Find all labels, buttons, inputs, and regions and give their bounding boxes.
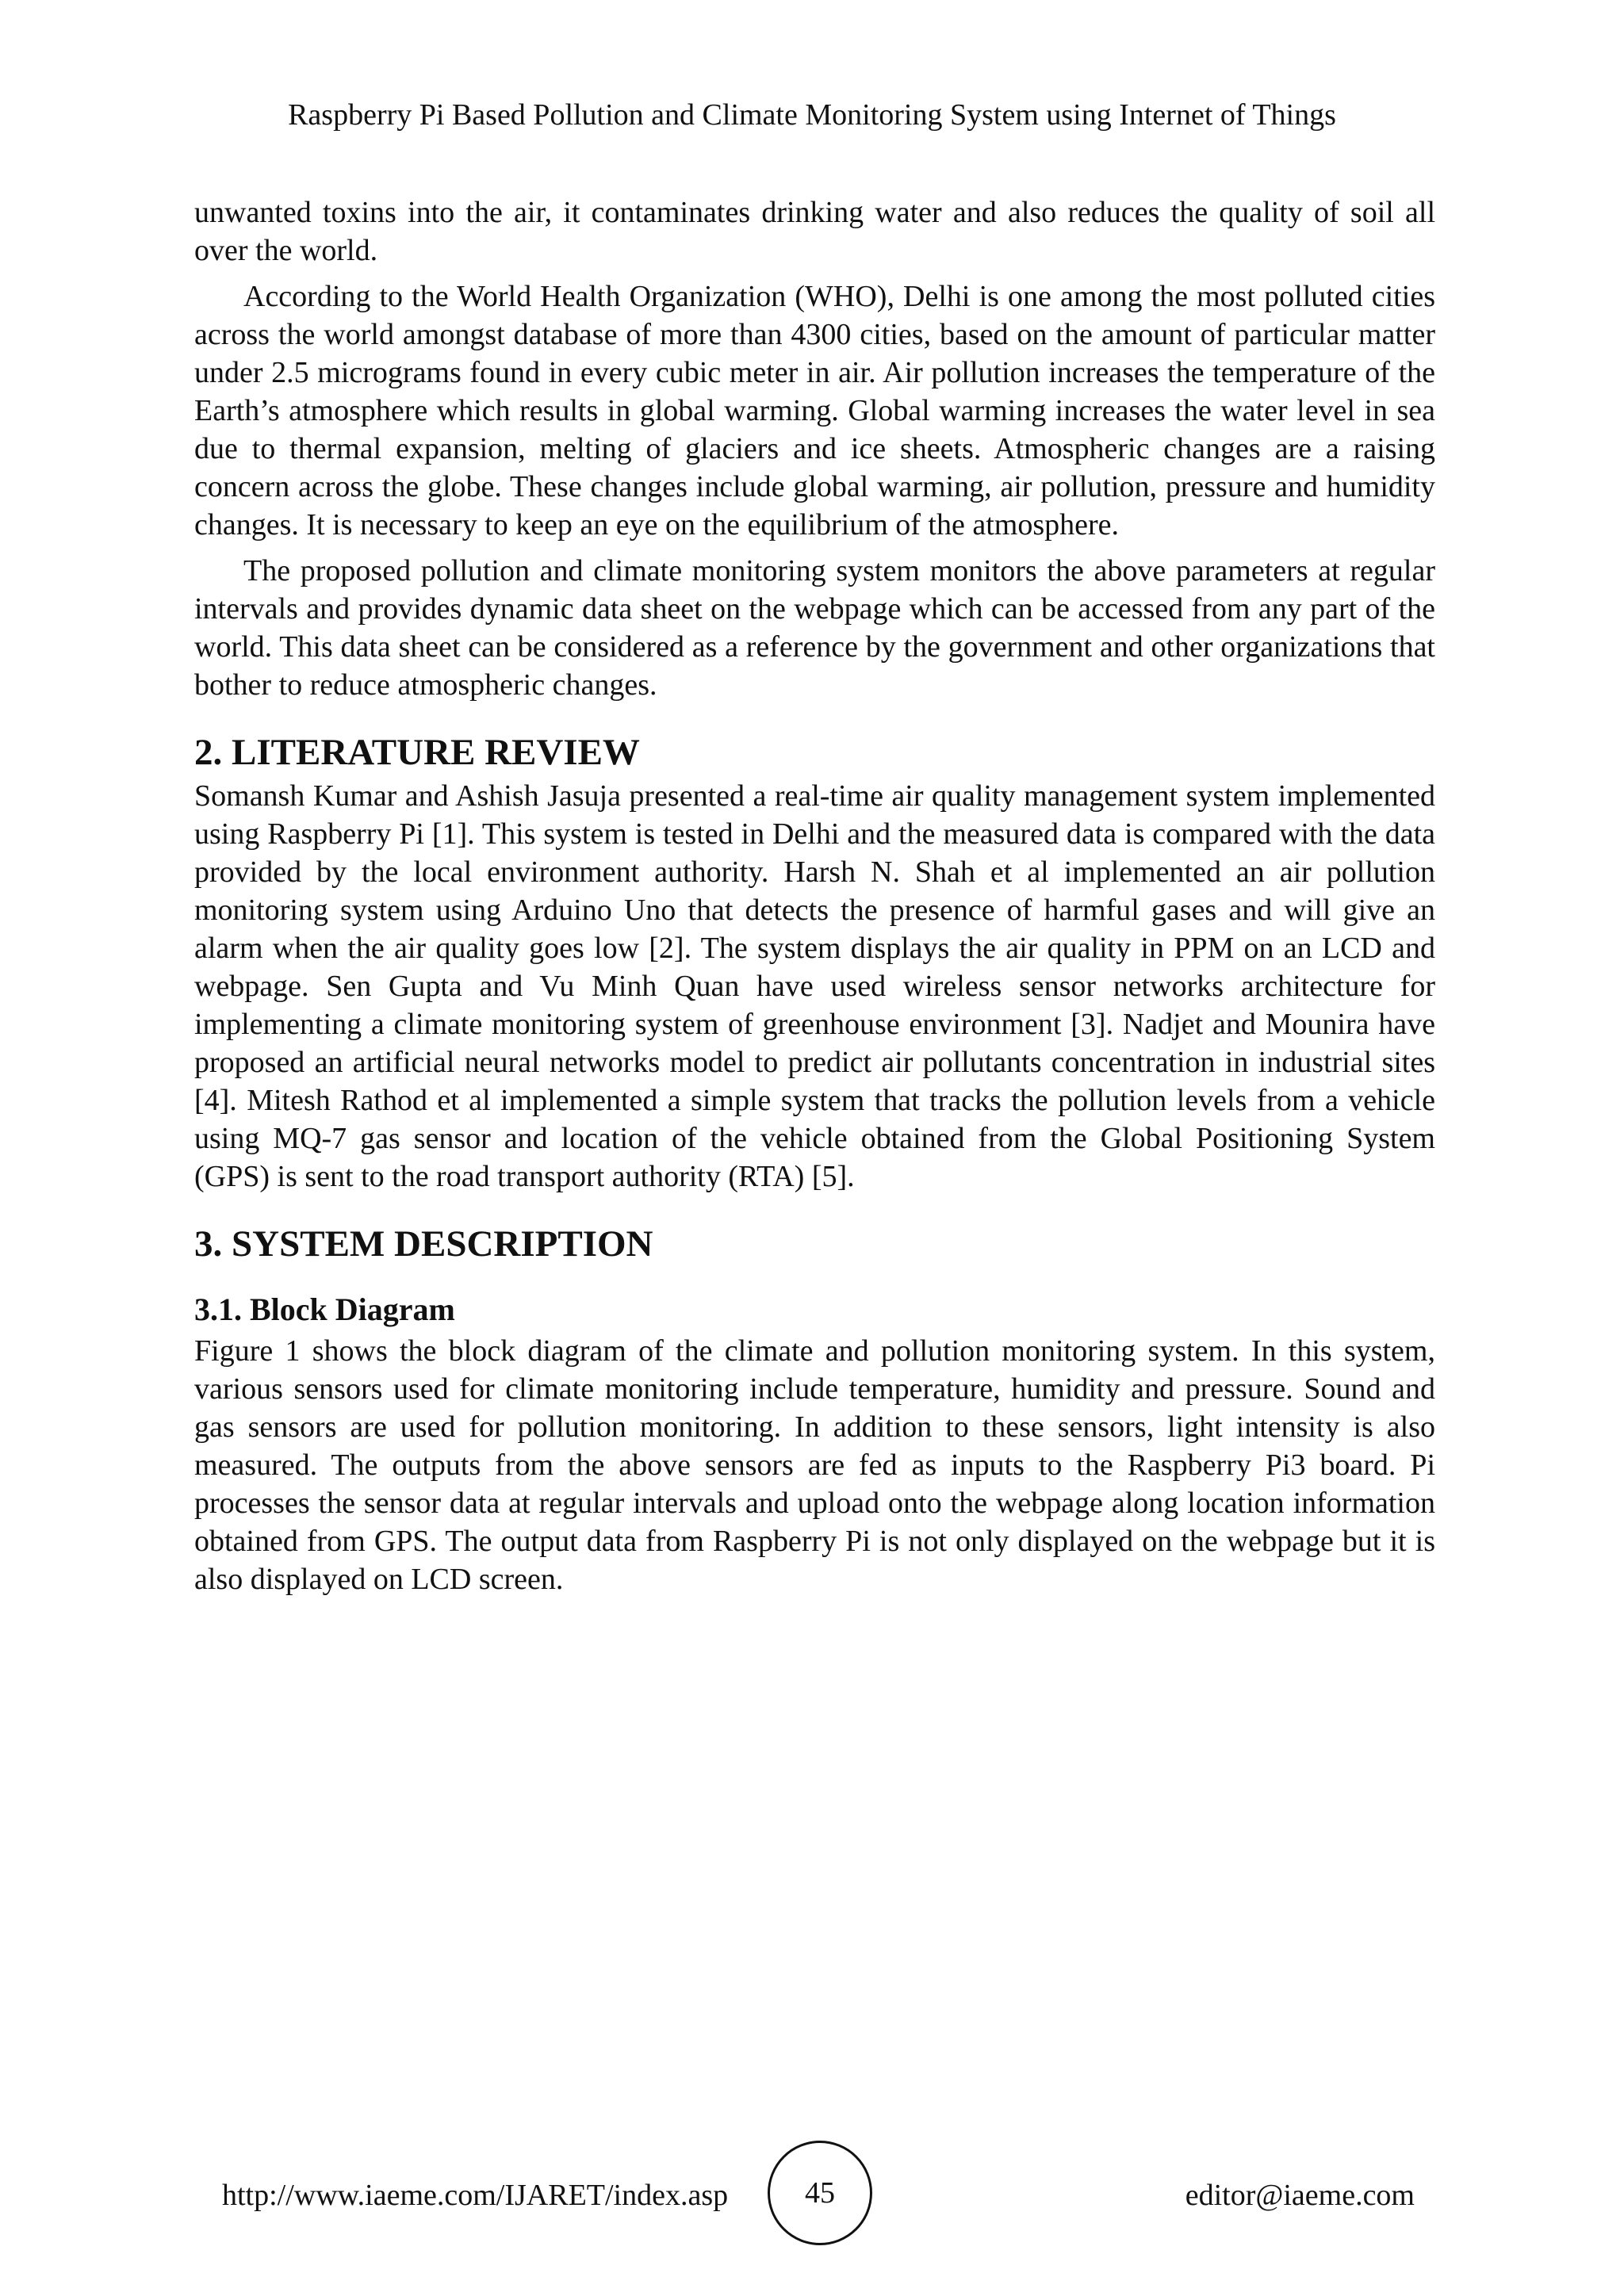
- paragraph-block-diagram: Figure 1 shows the block diagram of the climate and pollution monitoring system. In this system, various sensors used for climate monitoring include temperature, humidity and pressure. Sound and gas sensors are used for pollution monitoring. In addition to these sensors, light intensity is also measured. The outputs from the above sensors are fed as inputs to the Raspberry Pi3 board. Pi processes the sensor data at regular intervals and upload onto the webpage along location information obtained from GPS. The output data from Raspberry Pi is not only displayed on the webpage but it is also displayed on LCD screen.: [194, 1334, 1435, 1596]
- paragraph-intro-continuation: unwanted toxins into the air, it contaminates drinking water and also reduces the quality of soil all over the world.: [194, 196, 1435, 267]
- paragraph-literature-review: Somansh Kumar and Ashish Jasuja presented a real-time air quality management system implemented using Raspberry Pi [1]. This system is tested in Delhi and the measured data is compared with the data provided by the local environment authority. Harsh N. Shah et al implemented an air pollution monitoring system using Arduino Uno that detects the presence of harmful gases and will give an alarm when the air quality goes low [2]. The system displays the air quality in PPM on an LCD and webpage. Sen Gupta and Vu Minh Quan have used wireless sensor networks architecture for implementing a climate monitoring system of greenhouse environment [3]. Nadjet and Mounira have proposed an artificial neural networks model to predict air pollutants concentration in industrial sites [4]. Mitesh Rathod et al implemented a simple system that tracks the pollution levels from a vehicle using MQ-7 gas sensor and location of the vehicle obtained from the Global Positioning System (GPS) is sent to the road transport authority (RTA) [5].: [194, 779, 1435, 1193]
- section-heading-system-description: 3. SYSTEM DESCRIPTION: [194, 1223, 653, 1265]
- footer-email-link[interactable]: editor@iaeme.com: [1185, 2179, 1415, 2212]
- page-body: [194, 193, 1435, 1598]
- page-number: 45: [805, 2176, 835, 2210]
- footer-url-link[interactable]: http://www.iaeme.com/IJARET/index.asp: [222, 2179, 729, 2212]
- running-header-title: Raspberry Pi Based Pollution and Climate Monitoring System using Internet of Things: [288, 98, 1336, 132]
- paragraph-proposed-system: The proposed pollution and climate monitoring system monitors the above parameters at regular intervals and provides dynamic data sheet on the webpage which can be accessed from any part of the world. This data sheet can be considered as a reference by the government and other organizations that bother to reduce atmospheric changes.: [194, 554, 1435, 702]
- subsection-heading-block-diagram: 3.1. Block Diagram: [194, 1292, 455, 1327]
- page-footer: [0, 2141, 1624, 2252]
- section-heading-literature-review: 2. LITERATURE REVIEW: [194, 732, 640, 773]
- paragraph-who-delhi: According to the World Health Organization (WHO), Delhi is one among the most polluted cities across the world amongst database of more than 4300 cities, based on the amount of particular matter under 2.5 micrograms found in every cubic meter in air. Air pollution increases the temperature of the Earth’s atmosphere which results in global warming. Global warming increases the water level in sea due to thermal expansion, melting of glaciers and ice sheets. Atmospheric changes are a raising concern across the globe. These changes include global warming, air pollution, pressure and humidity changes. It is necessary to keep an eye on the equilibrium of the atmosphere.: [194, 280, 1435, 541]
- page-number-badge: [768, 2141, 872, 2245]
